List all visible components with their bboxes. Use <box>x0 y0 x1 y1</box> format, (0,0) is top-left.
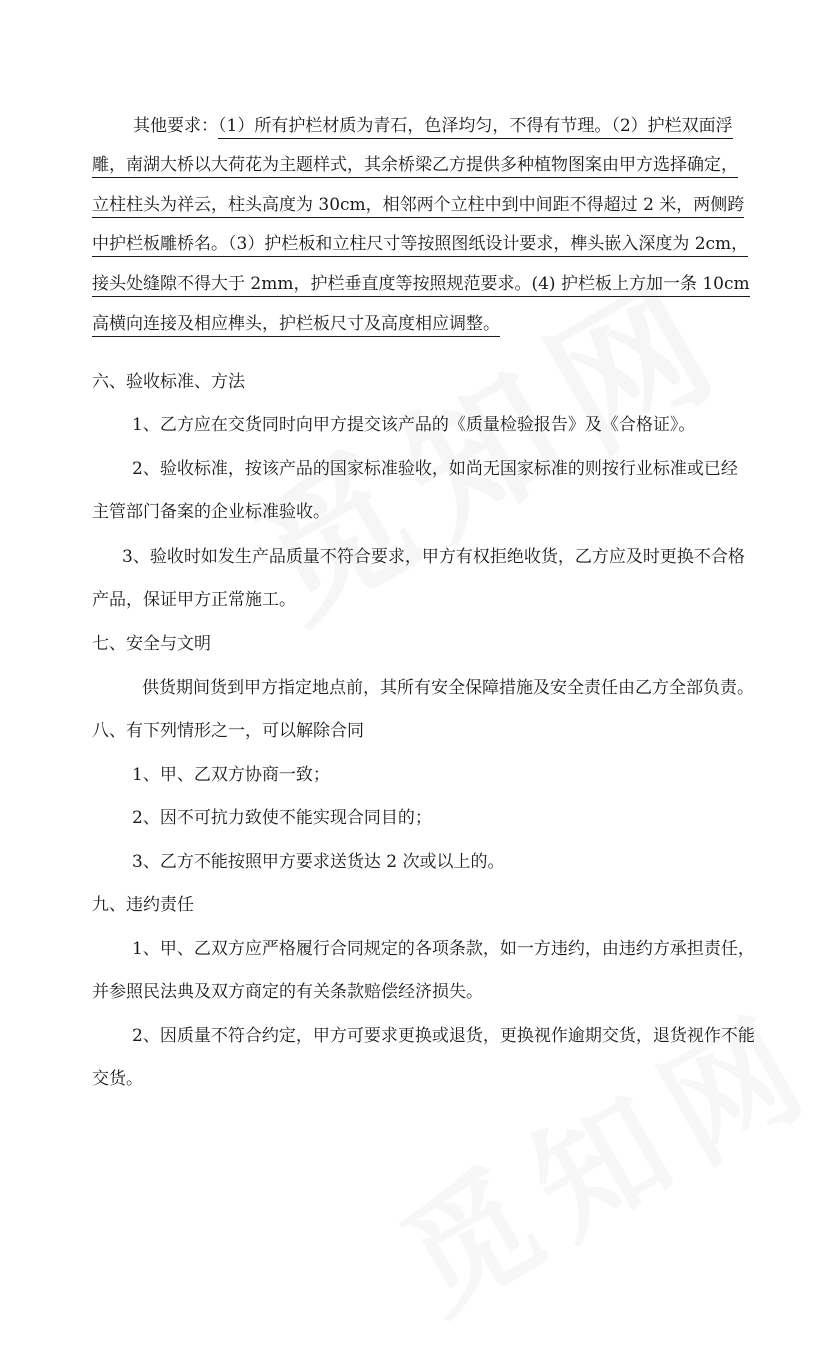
section8-item-3 <box>0 850 830 874</box>
requirements-line-6 <box>0 312 830 336</box>
section8-item-3-text: 3、乙方不能按照甲方要求送货达 2 次或以上的。 <box>132 852 505 872</box>
requirements-text-1: （1）所有护栏材质为青石，色泽均匀，不得有节理。（2）护栏双面浮 <box>218 116 733 139</box>
requirements-text-3: 立柱柱头为祥云，柱头高度为 30cm，相邻两个立柱中到中间距不得超过 2 米，两侧跨 <box>92 195 744 218</box>
section7-heading <box>0 632 830 656</box>
section9-item-2 <box>0 1024 830 1048</box>
requirements-line-1 <box>0 114 830 138</box>
requirements-line-3 <box>0 193 830 217</box>
section8-item-1 <box>0 763 830 787</box>
section6-item-2 <box>0 457 830 481</box>
requirements-line-4 <box>0 232 830 256</box>
section8-item-2-text: 2、因不可抗力致使不能实现合同目的； <box>132 808 432 828</box>
section6-item-3-cont-text: 产品，保证甲方正常施工。 <box>92 590 296 610</box>
section9-item-1-cont <box>0 980 830 1004</box>
section9-heading-text: 九、违约责任 <box>92 895 194 915</box>
section9-heading <box>0 893 830 917</box>
requirements-line-5 <box>0 272 830 296</box>
section8-item-2 <box>0 806 830 830</box>
section8-heading <box>0 719 830 743</box>
requirements-text-4: 中护栏板雕桥名。（3）护栏板和立柱尺寸等按照图纸设计要求，榫头嵌入深度为 2cm， <box>92 234 748 257</box>
section6-item-3 <box>0 545 830 569</box>
section6-item-1-text: 1、乙方应在交货同时向甲方提交该产品的《质量检验报告》及《合格证》。 <box>132 415 696 435</box>
section6-item-1 <box>0 413 830 437</box>
section9-item-1 <box>0 937 830 961</box>
section6-item-3-text: 3、验收时如发生产品质量不符合要求，甲方有权拒绝收货，乙方应及时更换不合格 <box>122 547 745 567</box>
section8-item-1-text: 1、甲、乙双方协商一致； <box>132 765 330 785</box>
section6-item-2-text: 2、验收标准，按该产品的国家标准验收，如尚无国家标准的则按行业标准或已经 <box>132 459 738 479</box>
requirements-text-6: 高横向连接及相应榫头，护栏板尺寸及高度相应调整。 <box>92 314 500 337</box>
section9-item-1-text: 1、甲、乙双方应严格履行合同规定的各项条款，如一方违约，由违约方承担责任， <box>132 939 755 959</box>
section9-item-1-cont-text: 并参照民法典及双方商定的有关条款赔偿经济损失。 <box>92 982 483 1002</box>
section6-item-3-cont <box>0 588 830 612</box>
requirements-label: 其他要求： <box>133 116 218 136</box>
section9-item-2-text: 2、因质量不符合约定，甲方可要求更换或退货，更换视作逾期交货，退货视作不能 <box>132 1026 755 1046</box>
section7-heading-text: 七、安全与文明 <box>92 634 211 654</box>
section7-item-1 <box>0 676 830 700</box>
section9-item-2-cont-text: 交货。 <box>92 1069 143 1089</box>
section9-item-2-cont <box>0 1067 830 1091</box>
requirements-text-5: 接头处缝隙不得大于 2mm，护栏垂直度等按照规范要求。(4) 护栏板上方加一条 10cm <box>92 274 750 297</box>
section6-heading <box>0 370 830 394</box>
section6-item-2-cont-text: 主管部门备案的企业标准验收。 <box>92 502 330 522</box>
section6-item-2-cont <box>0 500 830 524</box>
section6-heading-text: 六、验收标准、方法 <box>92 372 245 392</box>
watermark-secondary <box>363 960 830 1347</box>
requirements-line-2 <box>0 153 830 177</box>
section7-item-1-text: 供货期间货到甲方指定地点前，其所有安全保障措施及安全责任由乙方全部负责。 <box>142 678 754 698</box>
section8-heading-text: 八、有下列情形之一，可以解除合同 <box>92 721 364 741</box>
requirements-text-2: 雕，南湖大桥以大荷花为主题样式，其余桥梁乙方提供多种植物图案由甲方选择确定， <box>92 155 738 178</box>
